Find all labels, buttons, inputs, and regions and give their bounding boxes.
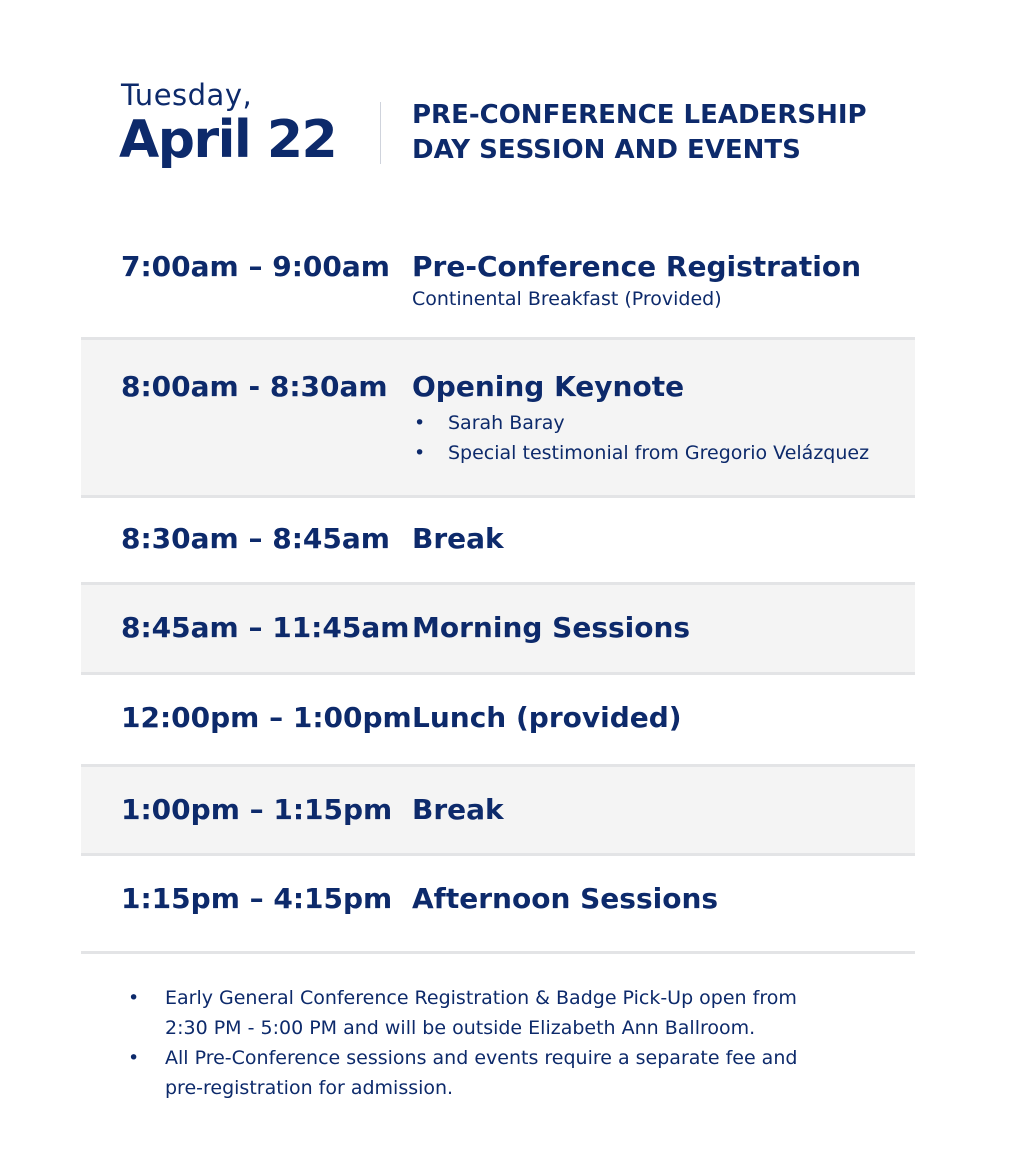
day-label: Tuesday, xyxy=(121,78,253,112)
bullet-icon: • xyxy=(414,442,426,464)
schedule-subtitle: Continental Breakfast (Provided) xyxy=(412,288,722,310)
schedule-table xyxy=(81,222,915,954)
schedule-row xyxy=(81,340,915,498)
note-item xyxy=(128,1043,888,1103)
bullet-icon: • xyxy=(128,1047,140,1069)
list-item xyxy=(412,438,869,468)
schedule-time: 7:00am – 9:00am xyxy=(121,250,390,283)
schedule-title: Break xyxy=(412,522,504,555)
schedule-title: Lunch (provided) xyxy=(412,701,682,734)
speaker-name: Special testimonial from Gregorio Velázquez xyxy=(448,442,870,464)
schedule-time: 1:00pm – 1:15pm xyxy=(121,793,393,826)
page-title xyxy=(412,98,867,168)
note-item xyxy=(128,983,888,1043)
date-label: April 22 xyxy=(119,110,337,170)
speaker-list xyxy=(412,408,869,468)
schedule-time: 8:00am - 8:30am xyxy=(121,370,388,403)
schedule-time: 8:30am – 8:45am xyxy=(121,522,390,555)
speaker-name: Sarah Baray xyxy=(448,412,565,434)
schedule-title: Opening Keynote xyxy=(412,370,685,403)
schedule-title: Afternoon Sessions xyxy=(412,882,719,915)
page-title-line-1: PRE-CONFERENCE LEADERSHIP xyxy=(412,100,867,130)
schedule-row xyxy=(81,585,915,675)
notes-list xyxy=(128,983,888,1103)
schedule-title: Morning Sessions xyxy=(412,611,691,644)
schedule-row xyxy=(81,856,915,954)
schedule-row xyxy=(81,675,915,767)
schedule-row xyxy=(81,498,915,585)
schedule-row xyxy=(81,767,915,856)
schedule-row xyxy=(81,222,915,340)
bullet-icon: • xyxy=(414,412,426,434)
list-item xyxy=(412,408,869,438)
schedule-title: Break xyxy=(412,793,504,826)
schedule-time: 1:15pm – 4:15pm xyxy=(121,882,393,915)
header-divider xyxy=(380,102,381,164)
schedule-time: 12:00pm – 1:00pm xyxy=(121,701,412,734)
bullet-icon: • xyxy=(128,987,140,1009)
note-text: Early General Conference Registration & Badge Pick-Up open from 2:30 PM - 5:00 PM and will be outside Elizabeth Ann Ballroom. xyxy=(165,987,797,1039)
schedule-title: Pre-Conference Registration xyxy=(412,250,861,283)
note-text: All Pre-Conference sessions and events require a separate fee and pre-registration for admission. xyxy=(165,1047,798,1099)
page-title-line-2: DAY SESSION AND EVENTS xyxy=(412,135,801,165)
schedule-time: 8:45am – 11:45am xyxy=(121,611,410,644)
